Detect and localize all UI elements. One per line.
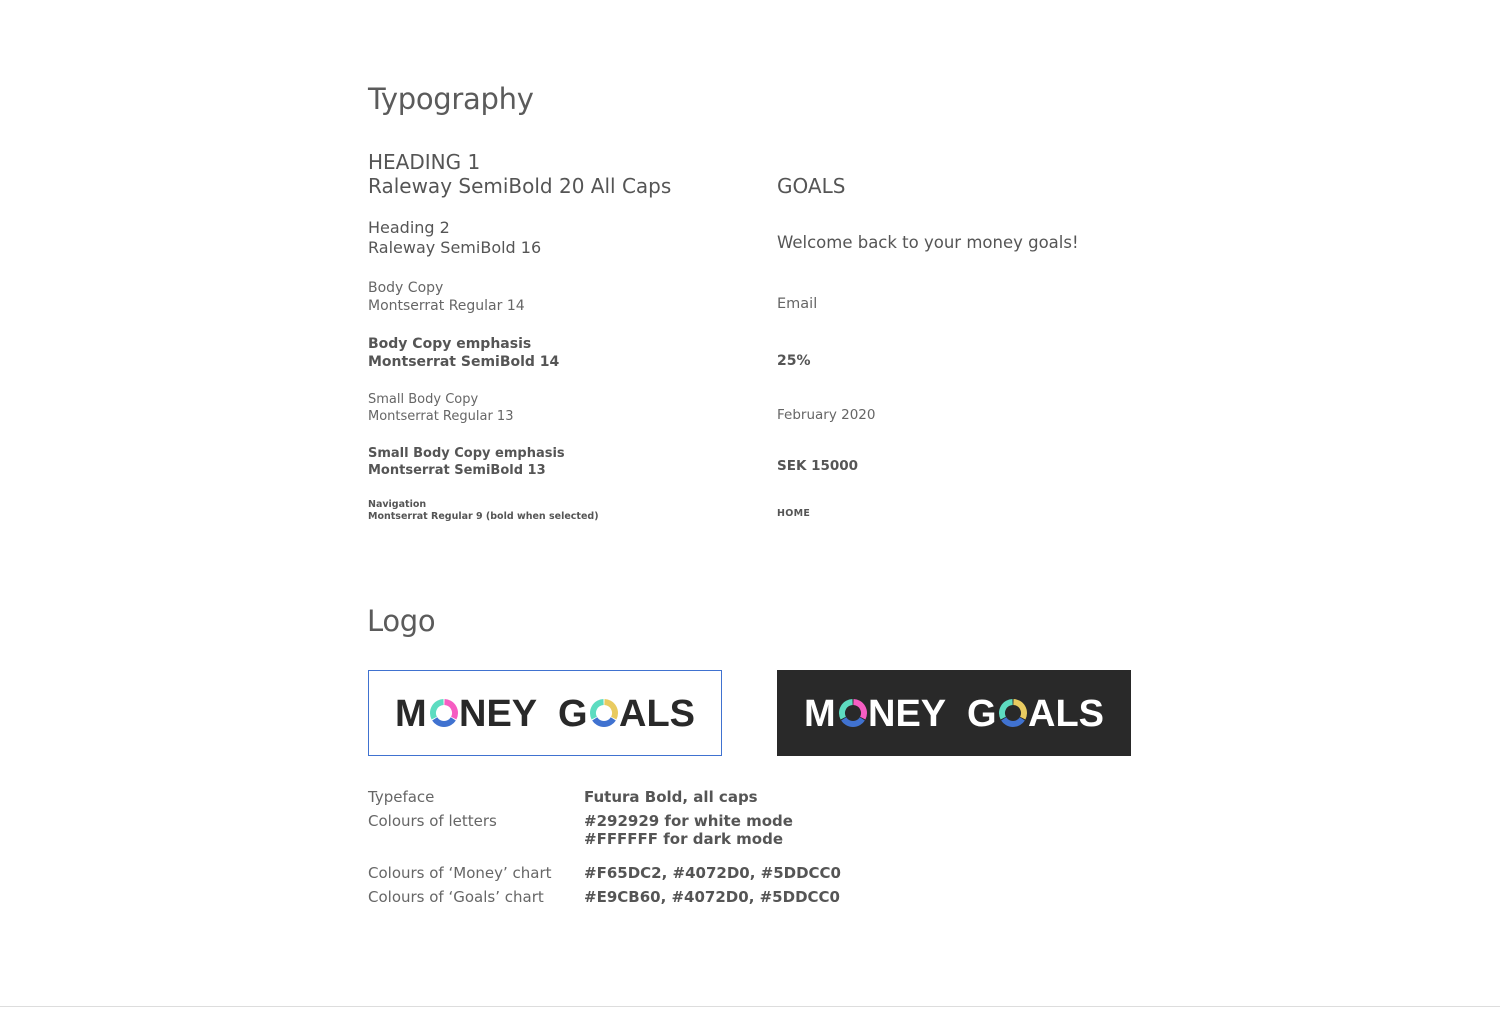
example-body-copy-emphasis: 25% (777, 353, 811, 369)
logo-light-letters-als: ALS (619, 693, 695, 733)
typography-title: Typography (368, 82, 534, 116)
spec-body-copy-font: Montserrat Regular 14 (368, 298, 525, 314)
spec-goals-chart-value: #E9CB60, #4072D0, #5DDCC0 (584, 888, 840, 906)
spec-small-body-copy-emphasis-name: Small Body Copy emphasis (368, 446, 565, 461)
spec-heading-2-name: Heading 2 (368, 218, 450, 237)
spec-small-body-copy-font: Montserrat Regular 13 (368, 409, 514, 424)
spec-goals-chart-label: Colours of ‘Goals’ chart (368, 888, 544, 906)
spec-body-copy-emphasis-name: Body Copy emphasis (368, 336, 532, 352)
spec-heading-2-font: Raleway SemiBold 16 (368, 238, 542, 257)
spec-money-chart-value: #F65DC2, #4072D0, #5DDCC0 (584, 864, 841, 882)
logo-dark-letters-ney: NEY (868, 693, 947, 733)
spec-small-body-copy-emphasis-font: Montserrat SemiBold 13 (368, 463, 546, 478)
spec-navigation-font: Montserrat Regular 9 (bold when selected) (368, 510, 599, 522)
example-heading-1: GOALS (777, 174, 846, 198)
spec-heading-2 (368, 218, 541, 258)
spec-money-chart-label: Colours of ‘Money’ chart (368, 864, 552, 882)
logo-light-goals-ring-seg-0 (604, 702, 615, 718)
spec-typeface-label: Typeface (368, 788, 435, 806)
logo-dark-letter-g: G (967, 693, 997, 733)
logo-dark-goals-ring (1002, 702, 1024, 724)
logo-dark-mode (777, 670, 1131, 756)
logo-dark-letters-als: ALS (1028, 693, 1104, 733)
spec-letter-colours-white: #292929 for white mode (584, 812, 793, 830)
logo-light-letter-g: G (558, 693, 588, 733)
spec-body-copy-name: Body Copy (368, 280, 444, 296)
logo-dark-goals-ring-seg-0 (1013, 702, 1024, 718)
spec-typeface-value: Futura Bold, all caps (584, 788, 758, 806)
logo-light-letters-ney: NEY (459, 693, 538, 733)
example-heading-2: Welcome back to your money goals! (777, 233, 1079, 252)
spec-heading-1-name: HEADING 1 (368, 150, 481, 174)
spec-navigation (368, 499, 599, 522)
example-small-body-copy: February 2020 (777, 407, 876, 423)
logo-dark-letter-m: M (804, 693, 836, 733)
logo-light-goals-ring-seg-2 (593, 702, 604, 718)
spec-body-copy (368, 279, 525, 315)
logo-dark-goals-ring-seg-1 (1004, 719, 1023, 724)
logo-title: Logo (367, 604, 436, 638)
logo-light-money-ring-seg-1 (435, 719, 454, 724)
example-navigation: HOME (777, 508, 811, 519)
example-body-copy: Email (777, 296, 818, 312)
spec-letter-colours-dark: #FFFFFF for dark mode (584, 830, 784, 848)
logo-dark-money-ring-seg-2 (842, 702, 853, 718)
spec-small-body-copy-emphasis (368, 445, 565, 479)
spec-letter-colours-label: Colours of letters (368, 812, 497, 830)
logo-light-goals-ring (593, 702, 615, 724)
spec-small-body-copy-name: Small Body Copy (368, 392, 479, 407)
logo-light-mode (368, 670, 722, 756)
logo-dark-money-ring-seg-0 (853, 702, 864, 718)
logo-dark-goals-ring-seg-2 (1002, 702, 1013, 718)
logo-light-svg (395, 693, 695, 733)
spec-heading-1 (368, 150, 671, 198)
bottom-divider (0, 1006, 1500, 1007)
logo-light-money-ring-seg-2 (433, 702, 444, 718)
logo-light-goals-ring-seg-1 (595, 719, 614, 724)
spec-body-copy-emphasis-font: Montserrat SemiBold 14 (368, 354, 560, 370)
logo-light-money-ring-seg-0 (444, 702, 455, 718)
logo-light-money-ring (433, 702, 455, 724)
logo-dark-money-ring (842, 702, 864, 724)
logo-dark-svg (804, 693, 1104, 733)
logo-dark-money-ring-seg-1 (844, 719, 863, 724)
spec-heading-1-font: Raleway SemiBold 20 All Caps (368, 174, 672, 198)
example-small-body-copy-emphasis: SEK 15000 (777, 458, 859, 474)
spec-navigation-name: Navigation (368, 499, 427, 510)
spec-body-copy-emphasis (368, 335, 559, 371)
spec-small-body-copy (368, 391, 513, 425)
logo-light-letter-m: M (395, 693, 427, 733)
